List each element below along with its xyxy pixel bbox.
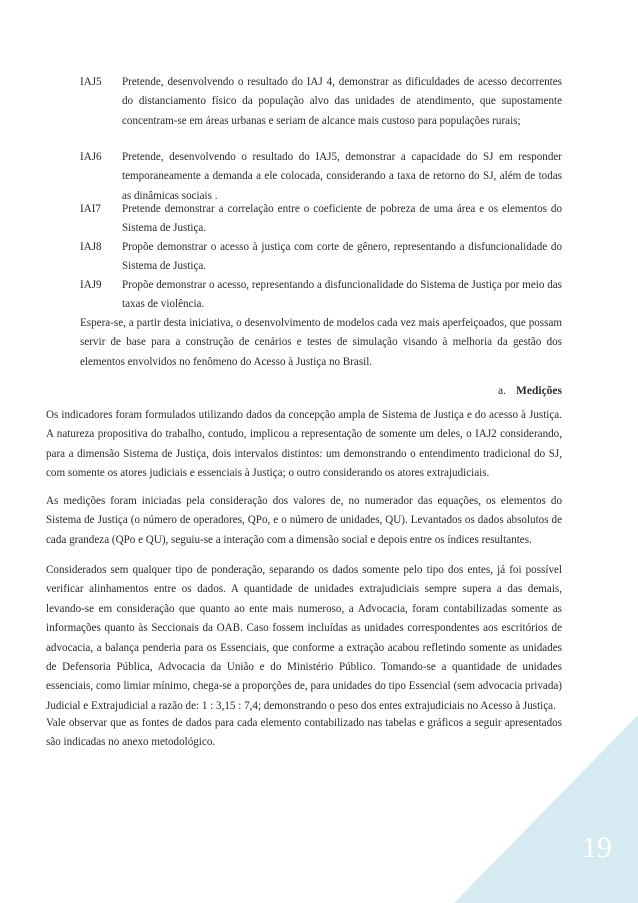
section-number: a. <box>498 385 507 397</box>
body-paragraph: As medições foram iniciadas pela consideração dos valores de, no numerador das equações, os elementos do Sistema de Justiça (o número de operadores, QPo, e o número de unidades, QU). Levantados os dados absolutos de cada grandeza (QPo e QU), seguiu-se a interação com a dimensão social e depois entre os índices resultantes. <box>46 495 562 546</box>
corner-decoration <box>454 715 638 903</box>
indicator-description: Pretende, desenvolvendo o resultado do IAJ 4, demonstrar as dificuldades de acesso decorrentes do distanciamento físico da população alvo das unidades de atendimento, que supostamente concentram-se em áreas urbanas e seriam de alcance mais custoso para populações rurais; <box>122 76 562 127</box>
indicator-description: Pretende, desenvolvendo o resultado do IAJ5, demonstrar a capacidade do SJ em responder temporaneamente a demanda a ele colocada, considerando a taxa de retorno do SJ, além de todas as dinâmicas sociais . <box>122 151 562 202</box>
indicator-code: IAJ5 <box>80 76 102 88</box>
corner-triangle <box>454 715 638 903</box>
indicator-description: Propõe demonstrar o acesso, representando a disfuncionalidade do Sistema de Justiça por meio das taxas de violência. <box>122 279 562 311</box>
body-paragraph: Vale observar que as fontes de dados para cada elemento contabilizado nas tabelas e gráficos a seguir apresentados são indicadas no anexo metodológico. <box>46 717 562 749</box>
page-number: 19 <box>582 831 612 864</box>
body-paragraph: Considerados sem qualquer tipo de ponderação, separando os dados somente pelo tipo dos entes, já foi possível verificar alinhamentos entre os dados. A quantidade de unidades extrajudiciais sempre supera a das demais, levando-se em consideração que quanto ao ente mais numeroso, a Advocacia, foram contabilizadas somente as informações quanto às Seccionais da OAB. Caso fossem incluídas as unidades correspondentes aos escritórios de advocacia, a balança penderia para os Essenciais, que conforme a extração acabou refletindo somente as unidades de Defensoria Pública, Advocacia da União e do Ministério Público. Tomando-se a quantidade de unidades essenciais, como limiar mínimo, chega-se a proporções de, para unidades do tipo Essencial (sem advocacia privada) Judicial e Extrajudicial a razão de: 1 : 3,15 : 7,4; demonstrando o peso dos entes extrajudiciais no Acesso à Justiça. <box>46 564 562 712</box>
indicator-code: IAJ9 <box>80 279 102 291</box>
indicator-code: IAJ8 <box>80 241 102 253</box>
indicator-code: IAI7 <box>80 203 101 215</box>
section-title: Medições <box>516 385 562 397</box>
indicator-description: Propõe demonstrar o acesso à justiça com corte de gênero, representando a disfuncionalidade do Sistema de Justiça. <box>122 241 562 273</box>
indicator-description: Pretende demonstrar a correlação entre o coeficiente de pobreza de uma área e os elementos do Sistema de Justiça. <box>122 203 562 235</box>
expectation-paragraph: Espera-se, a partir desta iniciativa, o desenvolvimento de modelos cada vez mais aperfeiçoados, que possam servir de base para a construção de cenários e testes de simulação visando à melhoria da gestão dos elementos envolvidos no fenômeno do Acesso à Justiça no Brasil. <box>80 317 562 368</box>
body-paragraph: Os indicadores foram formulados utilizando dados da concepção ampla de Sistema de Justiça e do acesso à Justiça. A natureza propositiva do trabalho, contudo, implicou a representação de somente um deles, o IAJ2 considerando, para a dimensão Sistema de Justiça, dois intervalos distintos: um demonstrando o entendimento tradicional do SJ, com somente os atores judiciais e essenciais à Justiça; o outro considerando os atores extrajudiciais. <box>46 409 562 480</box>
indicator-code: IAJ6 <box>80 151 102 163</box>
section-heading <box>498 382 562 400</box>
